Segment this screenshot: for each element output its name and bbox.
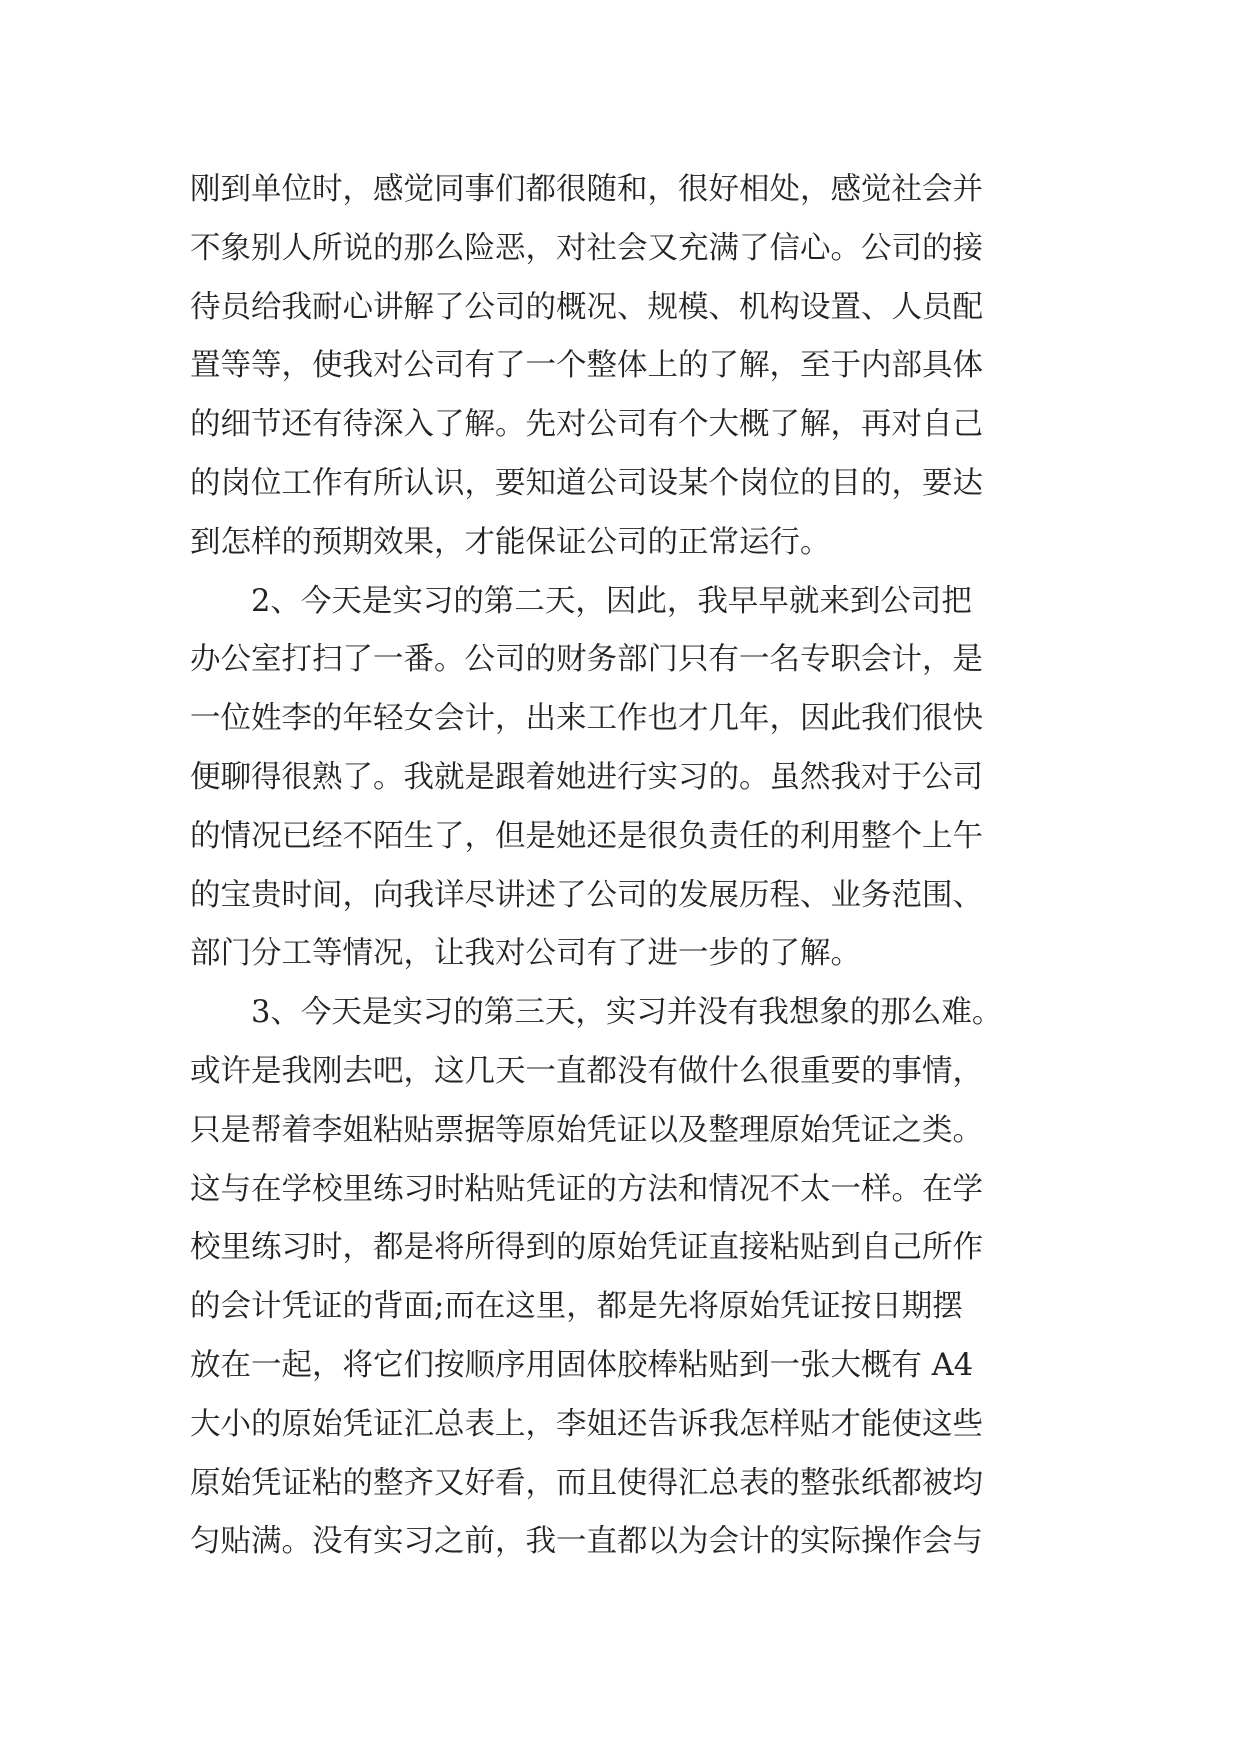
text-line: 的会计凭证的背面;而在这里，都是先将原始凭证按日期摆 bbox=[190, 1289, 963, 1325]
text-line: 放在一起，将它们按顺序用固体胶棒粘贴到一张大概有 A4 bbox=[190, 1347, 974, 1383]
document-body bbox=[190, 161, 1070, 1572]
text-line: 的情况已经不陌生了，但是她还是很负责任的利用整个上午 bbox=[190, 818, 983, 854]
text-line: 的细节还有待深入了解。先对公司有个大概了解，再对自己 bbox=[190, 407, 983, 443]
text-line: 原始凭证粘的整齐又好看，而且使得汇总表的整张纸都被均 bbox=[190, 1465, 983, 1501]
paragraph-start-line: 3、今天是实习的第三天，实习并没有我想象的那么难。 bbox=[251, 995, 1003, 1031]
paragraph-start-line: 2、今天是实习的第二天，因此，我早早就来到公司把 bbox=[251, 583, 972, 619]
text-line: 置等等，使我对公司有了一个整体上的了解，至于内部具体 bbox=[190, 348, 983, 384]
text-line: 校里练习时，都是将所得到的原始凭证直接粘贴到自己所作 bbox=[190, 1230, 983, 1266]
text-line: 只是帮着李姐粘贴票据等原始凭证以及整理原始凭证之类。 bbox=[190, 1112, 983, 1148]
text-line: 的宝贵时间，向我详尽讲述了公司的发展历程、业务范围、 bbox=[190, 877, 983, 913]
text-line: 到怎样的预期效果，才能保证公司的正常运行。 bbox=[190, 524, 831, 560]
text-line: 的岗位工作有所认识，要知道公司设某个岗位的目的，要达 bbox=[190, 465, 983, 501]
text-line: 大小的原始凭证汇总表上，李姐还告诉我怎样贴才能使这些 bbox=[190, 1406, 983, 1442]
text-line: 或许是我刚去吧，这几天一直都没有做什么很重要的事情， bbox=[190, 1053, 983, 1089]
text-line: 一位姓李的年轻女会计，出来工作也才几年，因此我们很快 bbox=[190, 701, 983, 737]
text-line: 部门分工等情况，让我对公司有了进一步的了解。 bbox=[190, 936, 861, 972]
text-line: 待员给我耐心讲解了公司的概况、规模、机构设置、人员配 bbox=[190, 289, 983, 325]
text-line: 便聊得很熟了。我就是跟着她进行实习的。虽然我对于公司 bbox=[190, 759, 983, 795]
text-line: 不象别人所说的那么险恶，对社会又充满了信心。公司的接 bbox=[190, 230, 983, 266]
text-line: 刚到单位时，感觉同事们都很随和，很好相处，感觉社会并 bbox=[190, 172, 983, 207]
text-line: 这与在学校里练习时粘贴凭证的方法和情况不太一样。在学 bbox=[190, 1171, 983, 1207]
text-line: 办公室打扫了一番。公司的财务部门只有一名专职会计，是 bbox=[190, 642, 983, 678]
text-line: 匀贴满。没有实习之前，我一直都以为会计的实际操作会与 bbox=[190, 1524, 983, 1560]
